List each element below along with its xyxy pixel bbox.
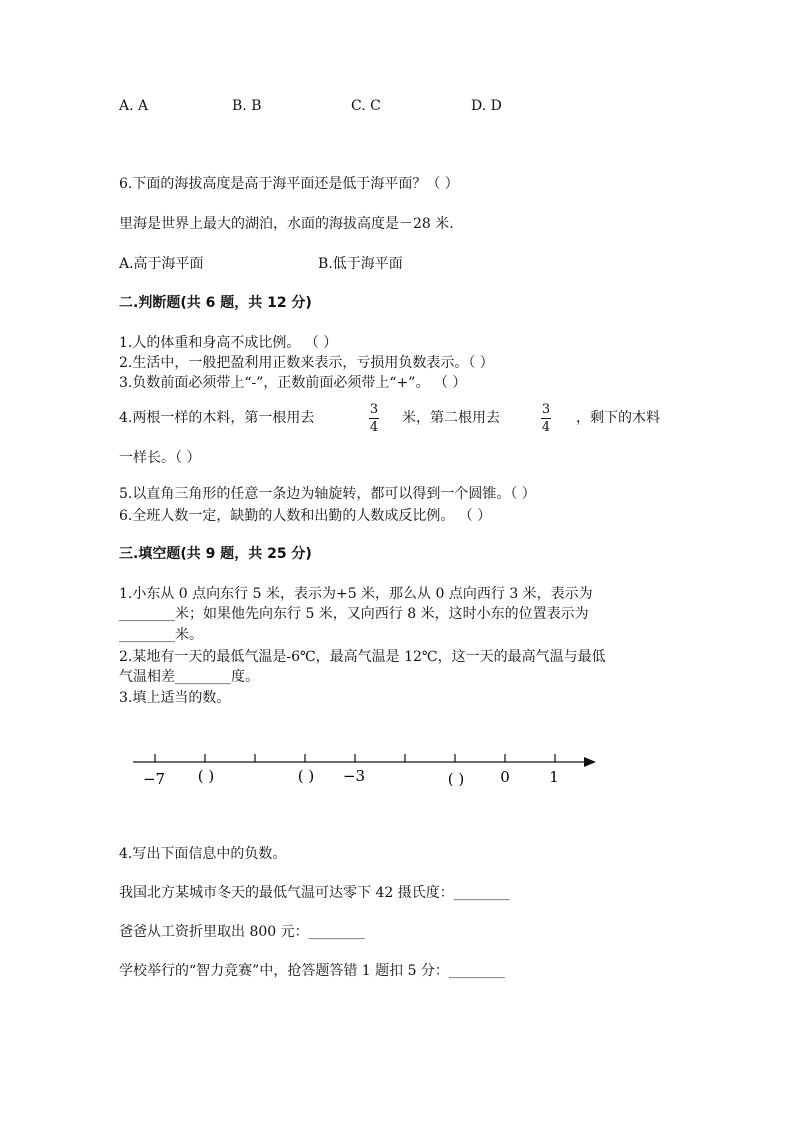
judge-item-4-line2: 一样长。（ ）	[119, 450, 201, 466]
fraction-three-quarters-2	[538, 402, 554, 435]
judge-item-2: 2.生活中，一般把盈利用正数来表示，亏损用负数表示。（ ）	[119, 355, 494, 371]
number-line-arrow	[584, 757, 596, 767]
number-line	[0, 740, 794, 800]
fill-item-4-c: 学校举行的“智力竞赛”中，抢答题答错 1 题扣 5 分：________	[119, 963, 505, 979]
label-blank-3: ( )	[447, 770, 465, 788]
option-b: B. B	[232, 98, 262, 114]
fraction-numerator: 3	[541, 402, 551, 417]
fill-item-4-title: 4.写出下面信息中的负数。	[119, 846, 287, 862]
fill-item-2-line2: 气温相差________度。	[119, 669, 259, 685]
label-one: 1	[549, 768, 559, 786]
option-a: A. A	[119, 98, 149, 114]
judge-item-4-part1: 4.两根一样的木料，第一根用去	[119, 410, 315, 426]
question-6: 6.下面的海拔高度是高于海平面还是低于海平面？（ ）	[119, 176, 459, 192]
fill-item-4-b: 爸爸从工资折里取出 800 元：________	[119, 924, 365, 940]
option-d: D. D	[471, 98, 502, 114]
question-6-option-a: A.高于海平面	[119, 256, 204, 272]
question-6-context: 里海是世界上最大的湖泊，水面的海拔高度是－28 米.	[119, 216, 454, 232]
option-c: C. C	[351, 98, 381, 114]
section-3-title: 三.填空题(共 9 题，共 25 分)	[119, 546, 312, 562]
label-minus-3: −3	[342, 767, 366, 785]
judge-item-4-part2: 米，第二根用去	[402, 410, 500, 426]
label-blank-1: ( )	[197, 767, 215, 785]
judge-item-5: 5.以直角三角形的任意一条边为轴旋转，都可以得到一个圆锥。（ ）	[119, 486, 536, 502]
fill-item-4-a: 我国北方某城市冬天的最低气温可达零下 42 摄氏度：________	[119, 885, 510, 901]
label-minus-7: −7	[142, 770, 166, 788]
section-2-title: 二.判断题(共 6 题，共 12 分)	[119, 295, 312, 311]
fill-item-2-line1: 2.某地有一天的最低气温是-6℃，最高气温是 12℃，这一天的最高气温与最低	[119, 649, 606, 665]
question-6-option-b: B.低于海平面	[318, 256, 403, 272]
fraction-denominator: 4	[541, 420, 551, 435]
fill-item-1-line2: ________米；如果他先向东行 5 米，又向西行 8 米，这时小东的位置表示为	[119, 606, 589, 622]
label-blank-2: ( )	[297, 767, 315, 785]
fraction-bar	[369, 418, 379, 419]
judge-item-1: 1.人的体重和身高不成比例。 （ ）	[119, 335, 338, 351]
fill-item-3: 3.填上适当的数。	[119, 690, 231, 706]
fraction-denominator: 4	[369, 420, 379, 435]
judge-item-3: 3.负数前面必须带上“-”，正数前面必须带上“+”。 （ ）	[119, 375, 467, 391]
fraction-bar	[541, 418, 551, 419]
fraction-numerator: 3	[369, 402, 379, 417]
fraction-three-quarters-1	[366, 402, 382, 435]
label-zero: 0	[500, 768, 510, 786]
fill-item-1-line3: ________米。	[119, 627, 203, 643]
fill-item-1-line1: 1.小东从 0 点向东行 5 米，表示为+5 米，那么从 0 点向西行 3 米，表示为	[119, 586, 593, 602]
judge-item-6: 6.全班人数一定，缺勤的人数和出勤的人数成反比例。 （ ）	[119, 508, 492, 524]
judge-item-4-part3: ，剩下的木料	[576, 410, 660, 426]
